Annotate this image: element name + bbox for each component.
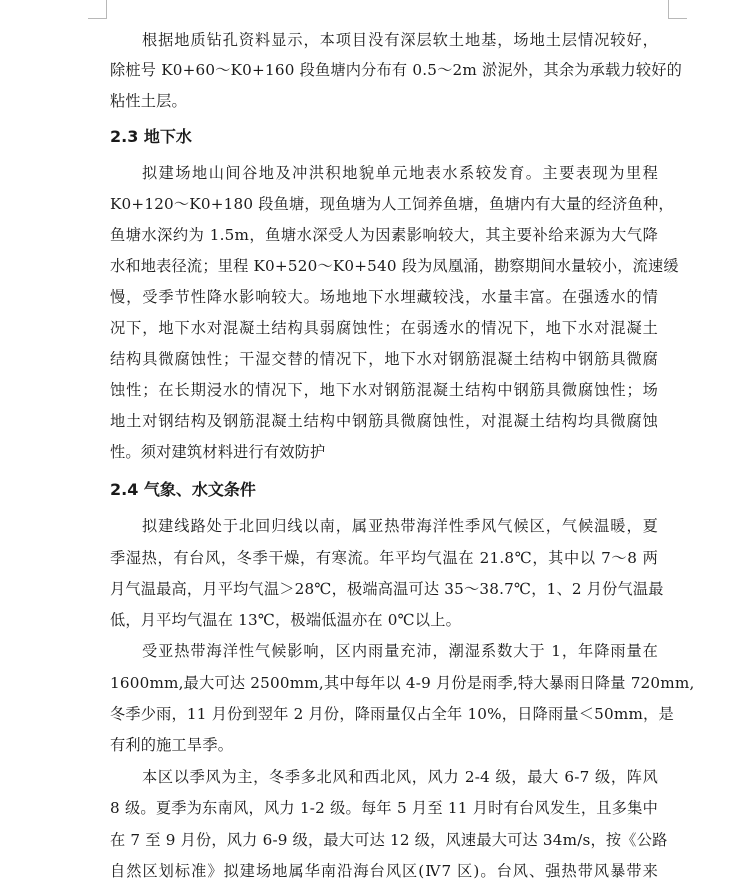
text-line: 粘性土层。 — [110, 92, 187, 110]
section-heading: 2.4 气象、水文条件 — [110, 480, 256, 499]
crop-mark-right — [668, 0, 687, 19]
text-line: 月气温最高，月平均气温＞28℃，极端高温可达 35～38.7℃，1、2 月份气温最 — [110, 580, 664, 598]
text-line: 冬季少雨，11 月份到翌年 2 月份，降雨量仅占全年 10%，日降雨量＜50mm，是 — [110, 705, 674, 723]
text-line: 低，月平均气温在 13℃，极端低温亦在 0℃以上。 — [110, 611, 461, 629]
text-line: 水和地表径流；里程 K0+520～K0+540 段为凤凰涌，勘察期间水量较小，流速缓 — [110, 257, 679, 275]
text-line: 受亚热带海洋性气候影响，区内雨量充沛，潮湿系数大于 1，年降雨量在 — [142, 642, 658, 660]
text-line: 除桩号 K0+60～K0+160 段鱼塘内分布有 0.5～2m 淤泥外，其余为承载力较好的 — [110, 61, 682, 79]
text-line: 拟建场地山间谷地及冲洪积地貌单元地表水系较发育。主要表现为里程 — [142, 164, 658, 182]
text-line: 8 级。夏季为东南风，风力 1-2 级。每年 5 月至 11 月时有台风发生，且多集中 — [110, 799, 658, 817]
text-line: 拟建线路处于北回归线以南，属亚热带海洋性季风气候区，气候温暖，夏 — [142, 517, 658, 535]
text-line: 蚀性；在长期浸水的情况下，地下水对钢筋混凝土结构中钢筋具微腐蚀性；场 — [110, 381, 658, 399]
text-line: 本区以季风为主，冬季多北风和西北风，风力 2-4 级，最大 6-7 级，阵风 — [142, 768, 658, 786]
text-line: 地土对钢结构及钢筋混凝土结构中钢筋具微腐蚀性，对混凝土结构均具微腐蚀 — [110, 412, 658, 430]
text-line: 自然区划标准》拟建场地属华南沿海台风区(Ⅳ7 区)。台风、强热带风暴带来 — [110, 862, 658, 880]
text-line: 况下，地下水对混凝土结构具弱腐蚀性；在弱透水的情况下，地下水对混凝土 — [110, 319, 658, 337]
text-line: 有利的施工旱季。 — [110, 736, 234, 754]
text-line: 慢，受季节性降水影响较大。场地地下水埋藏较浅，水量丰富。在强透水的情 — [110, 288, 658, 306]
text-line: 根据地质钻孔资料显示，本项目没有深层软土地基，场地土层情况较好， — [142, 31, 658, 49]
text-line: 鱼塘水深约为 1.5m，鱼塘水深受人为因素影响较大，其主要补给来源为大气降 — [110, 226, 658, 244]
text-line: 季湿热，有台风，冬季干燥，有寒流。年平均气温在 21.8℃，其中以 7～8 两 — [110, 549, 658, 567]
text-line: 性。须对建筑材料进行有效防护 — [110, 443, 326, 461]
text-line: 1600mm,最大可达 2500mm,其中每年以 4-9 月份是雨季,特大暴雨日降量 720mm, — [110, 674, 695, 692]
text-line: 结构具微腐蚀性；干湿交替的情况下，地下水对钢筋混凝土结构中钢筋具微腐 — [110, 350, 658, 368]
text-line: K0+120～K0+180 段鱼塘，现鱼塘为人工饲养鱼塘，鱼塘内有大量的经济鱼种， — [110, 195, 674, 213]
crop-mark-left — [88, 0, 107, 19]
section-heading: 2.3 地下水 — [110, 127, 192, 146]
text-line: 在 7 至 9 月份，风力 6-9 级，最大可达 12 级，风速最大可达 34m/s，按《公路 — [110, 831, 668, 849]
